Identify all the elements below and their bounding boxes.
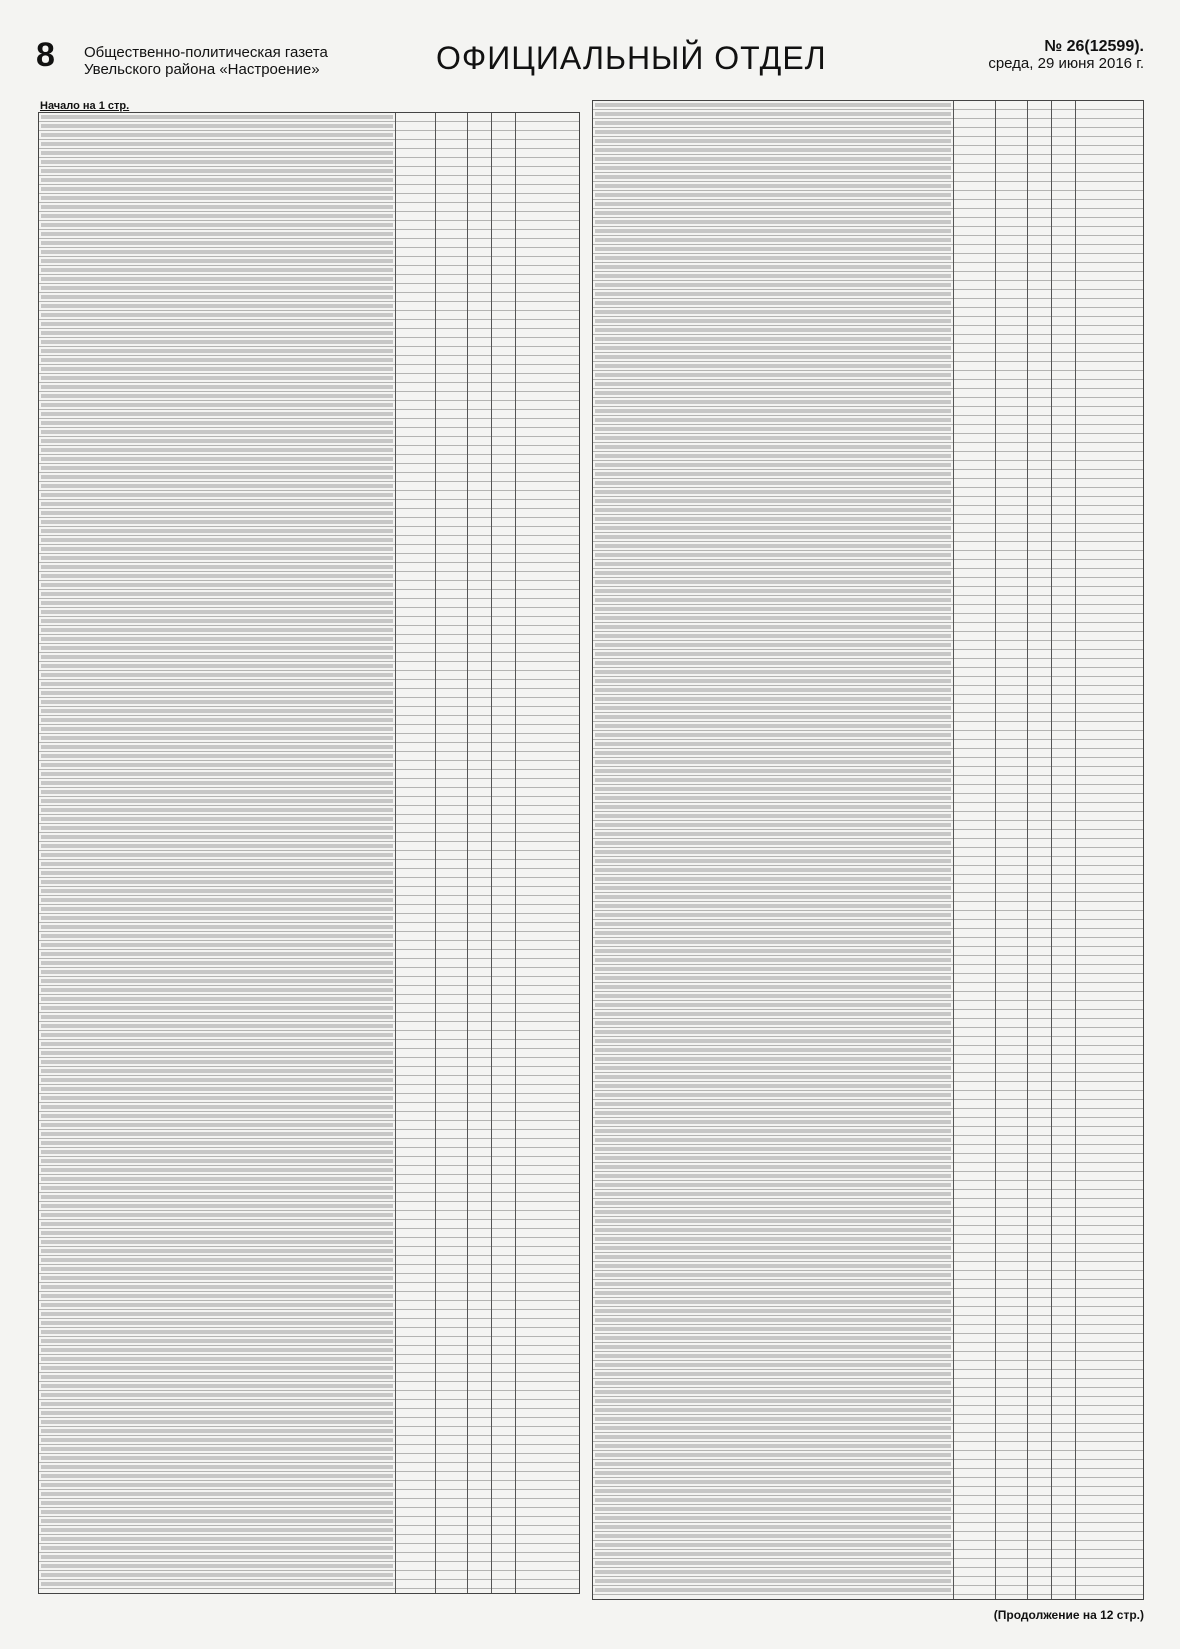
continued-to-note: (Продолжение на 12 стр.) <box>993 1608 1144 1622</box>
issue-number: № 26(12599). <box>1044 38 1144 55</box>
budget-table-right <box>592 100 1144 1600</box>
newspaper-name-line2: Увельского района «Настроение» <box>84 61 320 78</box>
budget-table-left <box>38 112 580 1594</box>
page-number: 8 <box>36 36 55 74</box>
newspaper-name <box>84 44 328 78</box>
column-divider <box>515 113 516 1593</box>
column-divider <box>467 113 468 1593</box>
column-divider <box>491 113 492 1593</box>
column-divider <box>995 101 996 1599</box>
column-divider <box>435 113 436 1593</box>
column-divider <box>1027 101 1028 1599</box>
section-title: ОФИЦИАЛЬНЫЙ ОТДЕЛ <box>436 40 827 76</box>
column-divider <box>1051 101 1052 1599</box>
issue-date: среда, 29 июня 2016 г. <box>988 55 1144 72</box>
newspaper-name-line1: Общественно-политическая газета <box>84 44 328 61</box>
column-divider <box>395 113 396 1593</box>
column-divider <box>1075 101 1076 1599</box>
page-header <box>36 34 1144 86</box>
issue-info <box>988 38 1144 72</box>
illegible-table-text <box>41 115 393 1591</box>
illegible-table-text <box>595 103 951 1597</box>
continued-from-note: Начало на 1 стр. <box>40 100 130 112</box>
column-divider <box>953 101 954 1599</box>
